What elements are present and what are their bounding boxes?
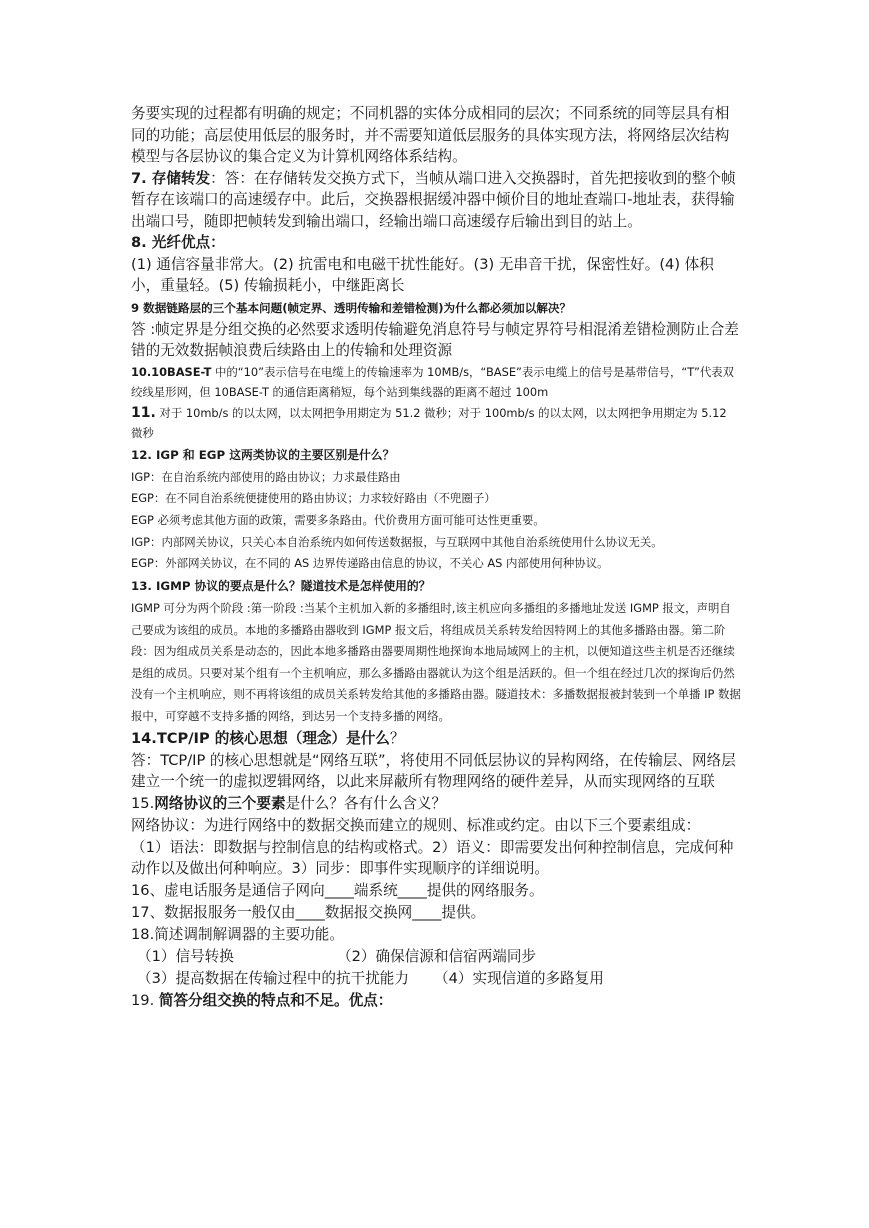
- q13-body: IGMP 可分为两个阶段 :第一阶段 :当某个主机加入新的多播组时,该主机应向多播组的多播地址发送 IGMP 报文，声明自己要成为该组的成员。本地的多播路由器收到 IGMP 报文后，将组成员关系转发给因特网上的其他多播路由器。第二阶段：因为组成员关系是动态的，因此本地多播路由器要周期性地探询本地局域网上的主机，以便知道这些主机是否还继续是组的成员。只要对某个组有一个主机响应，那么多播路由器就认为这个组是活跃的。但一个组在经过几次的探询后仍然没有一个主机响应，则不再将该组的成员关系转发给其他的多播路由器。隧道技术：多播数据报被封装到一个单播 IP 数据报中，可穿越不支持多播的网络，到达另一个支持多播的网络。: [131, 601, 741, 723]
- paragraph-architecture: 务要实现的过程都有明确的规定；不同机器的实体分成相同的层次；不同系统的同等层具有相同的功能；高层使用低层的服务时，并不需要知道低层服务的具体实现方法，将网络层次结构模型与各层协议的集合定义为计算机网络体系结构。: [131, 105, 730, 165]
- q15-body: （1）语法：即数据与控制信息的结构或格式。2）语义：即需要发出何种控制信息，完成何种动作以及做出何种响应。3）同步：即事件实现顺序的详细说明。: [131, 838, 734, 878]
- q18-title: 18.简述调制解调器的主要功能。: [131, 925, 344, 943]
- q12-line-1: IGP：在自治系统内部使用的路由协议；力求最佳路由: [131, 469, 401, 484]
- q7-store-forward: [131, 168, 741, 233]
- document-page: [131, 103, 741, 1012]
- q12-line-2: EGP：在不同自治系统便捷使用的路由协议；力求较好路由（不兜圈子）: [131, 491, 496, 506]
- q14-title-tail: ？: [389, 729, 405, 747]
- q8-body: (1) 通信容量非常大。(2) 抗雷电和电磁干扰性能好。(3) 无串音干扰，保密性好。(4) 体积小，重量轻。(5) 传输损耗小，中继距离长: [131, 255, 714, 294]
- q13-title: 13. IGMP 协议的要点是什么？隧道技术是怎样使用的？: [131, 579, 431, 594]
- q18-item-1: （1）信号转换: [137, 947, 234, 965]
- q10-body: 中的“10”表示信号在电缆上的传输速率为 10MB/s，“BASE”表示电缆上的信号是基带信号，“T”代表双绞线星形网，但 10BASE-T 的通信距离稍短，每个站到集线器的距离不超过 100m: [131, 364, 735, 399]
- q9-title: 9 数据链路层的三个基本问题(帧定界、透明传输和差错检测)为什么都必须加以解决？: [131, 300, 572, 315]
- q8-title: 8. 光纤优点：: [131, 234, 225, 251]
- q18-row-2: [131, 968, 741, 990]
- q12-line-4: IGP：内部网关协议，只关心本自治系统内如何传送数据报，与互联网中其他自治系统使用什么协议无关。: [131, 534, 663, 549]
- q19-title: 简答分组交换的特点和不足。优点：: [158, 991, 393, 1009]
- q18-row-1: [131, 946, 741, 968]
- q19-num: 19.: [131, 991, 159, 1009]
- q12-line-5: EGP：外部网关协议，在不同的 AS 边界传递路由信息的协议，不关心 AS 内部使用何种协议。: [131, 556, 609, 571]
- q11-title: 11.: [131, 404, 156, 421]
- q19-title-line: [131, 990, 741, 1012]
- q15-title-bold: 网络协议的三个要素: [154, 794, 286, 812]
- q12-line-3: EGP 必须考虑其他方面的政策，需要多条路由。代价费用方面可能可达性更重要。: [131, 512, 545, 527]
- q12-title: 12. IGP 和 EGP 这两类协议的主要区别是什么？: [131, 447, 395, 462]
- q16-virtual-circuit: 16、虚电话服务是通信子网向____端系统____提供的网络服务。: [131, 881, 544, 899]
- q18-item-2: （2）确保信源和信宿两端同步: [337, 947, 537, 965]
- q17-datagram: 17、数据报服务一般仅由____数据报交换网____提供。: [131, 903, 486, 921]
- q14-title-line: [131, 728, 741, 750]
- q14-title: 14.TCP/IP 的核心思想（理念）是什么: [131, 729, 390, 747]
- q9-body: 答 :帧定界是分组交换的必然要求透明传输避免消息符号与帧定界符号相混淆差错检测防止合差错的无效数据帧浪费后续路由上的传输和处理资源: [131, 320, 739, 359]
- q14-body: 答：TCP/IP 的核心思想就是“网络互联”，将使用不同低层协议的异构网络，在传输层、网络层建立一个统一的虚拟逻辑网络，以此来屏蔽所有物理网络的硬件差异，从而实现网络的互联: [131, 751, 736, 791]
- q10-10base-t: [131, 362, 741, 403]
- q7-body: ：答：在存储转发交换方式下，当帧从端口进入交换器时，首先把接收到的整个帧暂存在该端口的高速缓存中。此后，交换器根据缓冲器中倾价目的地址查端口-地址表，获得输出端口号，随即把帧转发到输出端口，经输出端口高速缓存后输出到目的站上。: [131, 169, 736, 230]
- q15-title-post: 是什么？各有什么含义？: [285, 794, 447, 812]
- q15-title-pre: 15.: [131, 794, 155, 812]
- q7-title: 7. 存储转发: [131, 169, 211, 187]
- q10-title: 10.10BASE-T: [131, 364, 212, 379]
- q18-item-3: （3）提高数据在传输过程中的抗干扰能力: [137, 969, 409, 987]
- q15-definition: 网络协议：为进行网络中的数据交换而建立的规则、标准或约定。由以下三个要素组成：: [131, 816, 701, 834]
- q15-title-line: [131, 793, 741, 815]
- q11-body: 对于 10mb/s 的以太网，以太网把争用期定为 51.2 微秒；对于 100mb/s 的以太网，以太网把争用期定为 5.12 微秒: [131, 405, 727, 440]
- q18-item-4: （4）实现信道的多路复用: [434, 969, 604, 987]
- q11-ethernet: [131, 403, 741, 444]
